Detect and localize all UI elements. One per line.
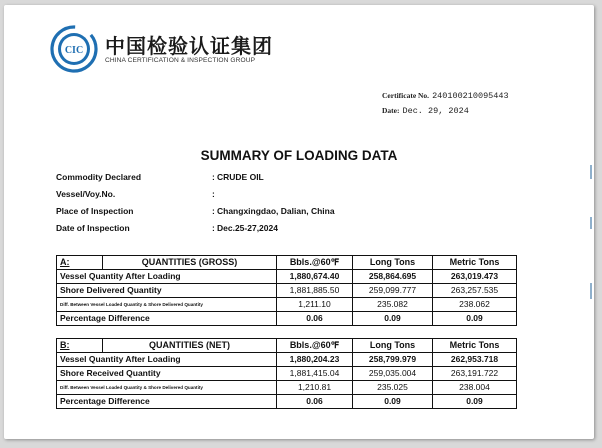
table-row [57, 367, 517, 381]
edge-mark [590, 283, 592, 299]
info-value: Changxingdao, Dalian, China [217, 206, 335, 216]
cell-bbls: 0.06 [277, 395, 353, 409]
info-label: Vessel/Voy.No. [56, 189, 116, 199]
info-label: Commodity Declared [56, 172, 142, 182]
table-row [57, 298, 517, 312]
certificate-date-value: Dec. 29, 2024 [402, 106, 469, 116]
info-label: Place of Inspection [56, 206, 134, 216]
cell-long-tons: 0.09 [353, 395, 433, 409]
cell-bbls: 1,211.10 [277, 298, 353, 312]
table-header-row [57, 339, 517, 353]
col-metric-tons: Metric Tons [433, 339, 517, 353]
cell-metric-tons: 263,191.722 [433, 367, 517, 381]
net-quantities-table [56, 338, 517, 409]
cell-long-tons: 0.09 [353, 312, 433, 326]
certificate-number [382, 91, 509, 101]
cell-metric-tons: 0.09 [433, 312, 517, 326]
section-tag: A: [57, 256, 103, 270]
table-row [57, 353, 517, 367]
cell-bbls: 1,880,674.40 [277, 270, 353, 284]
info-label: Date of Inspection [56, 223, 130, 233]
certificate-document: CIC 中国检验认证集团 CHINA CERTIFICATION & INSPECTION GROUP Certificate No. 240100210095443 Date: Dec. 29, 2024 SUMMARY OF LOADING DATA Commodity Declared : CRUDE OIL Vessel/Voy.No. : Place of Inspection : Changxingdao, Dalian, China Date of Inspection : Dec.25-27,2024 A: QUANTITIES (GROSS) Bbls.@60℉ Long Tons Metric Tons Vessel Quantity After Loading 1,880,674.40 258,864.695 263,019.473 Shore Delivered Quantity 1,881,885.50 259,099.777 263,257.535 Diff. Between Vessel Loaded Quantity & Shore Delivered Quantity 1,211.10 235.082 238.062 Percentage Difference 0.06 0.09 0.09 B: QUANTITIES (NET) Bbls.@60℉ Long Tons Metric Tons Vessel Quantity After Loading 1,880,204.23 258,799.979 262,953.718 Shore Received Quantity 1,881,415.04 259,035.004 263,191.722 Diff. Between Vessel Loaded Quantity & Shore Delivered Quantity 1,210.81 235.025 238.004 Percentage Difference 0.06 0.09 0.09 [4, 5, 594, 439]
col-bbls: Bbls.@60℉ [277, 256, 353, 270]
cell-long-tons: 259,099.777 [353, 284, 433, 298]
info-value: CRUDE OIL [217, 172, 264, 182]
row-label: Diff. Between Vessel Loaded Quantity & Shore Delivered Quantity [57, 298, 277, 312]
edge-mark [590, 217, 592, 229]
col-bbls: Bbls.@60℉ [277, 339, 353, 353]
org-name-en: CHINA CERTIFICATION & INSPECTION GROUP [105, 57, 256, 64]
cell-bbls: 1,210.81 [277, 381, 353, 395]
col-metric-tons: Metric Tons [433, 256, 517, 270]
cic-logo-icon [50, 25, 98, 73]
row-label: Vessel Quantity After Loading [57, 270, 277, 284]
table-row [57, 270, 517, 284]
cell-bbls: 1,881,415.04 [277, 367, 353, 381]
cell-long-tons: 235.025 [353, 381, 433, 395]
certificate-number-label: Certificate No. [382, 91, 430, 100]
row-label: Percentage Difference [57, 312, 277, 326]
row-label: Diff. Between Vessel Loaded Quantity & Shore Delivered Quantity [57, 381, 277, 395]
cell-metric-tons: 263,019.473 [433, 270, 517, 284]
certificate-date [382, 106, 469, 116]
cell-long-tons: 259,035.004 [353, 367, 433, 381]
cell-long-tons: 258,864.695 [353, 270, 433, 284]
gross-quantities-table [56, 255, 517, 326]
row-label: Percentage Difference [57, 395, 277, 409]
cell-bbls: 1,880,204.23 [277, 353, 353, 367]
cell-metric-tons: 262,953.718 [433, 353, 517, 367]
cell-long-tons: 258,799.979 [353, 353, 433, 367]
table-header-row [57, 256, 517, 270]
info-value: Dec.25-27,2024 [217, 223, 278, 233]
section-tag: B: [57, 339, 103, 353]
table-row [57, 284, 517, 298]
col-long-tons: Long Tons [353, 339, 433, 353]
cell-bbls: 0.06 [277, 312, 353, 326]
page-title: SUMMARY OF LOADING DATA [200, 148, 398, 163]
section-heading: QUANTITIES (GROSS) [103, 256, 277, 270]
cell-metric-tons: 238.062 [433, 298, 517, 312]
section-heading: QUANTITIES (NET) [103, 339, 277, 353]
cell-long-tons: 235.082 [353, 298, 433, 312]
cell-metric-tons: 0.09 [433, 395, 517, 409]
certificate-number-value: 240100210095443 [432, 91, 509, 101]
table-row [57, 395, 517, 409]
cell-metric-tons: 263,257.535 [433, 284, 517, 298]
svg-text:CIC: CIC [64, 45, 84, 56]
col-long-tons: Long Tons [353, 256, 433, 270]
org-name-cn: 中国检验认证集团 [105, 34, 273, 58]
edge-mark [590, 165, 592, 179]
cell-metric-tons: 238.004 [433, 381, 517, 395]
cell-bbls: 1,881,885.50 [277, 284, 353, 298]
row-label: Shore Received Quantity [57, 367, 277, 381]
table-row [57, 381, 517, 395]
row-label: Shore Delivered Quantity [57, 284, 277, 298]
table-row [57, 312, 517, 326]
certificate-date-label: Date: [382, 106, 400, 115]
row-label: Vessel Quantity After Loading [57, 353, 277, 367]
